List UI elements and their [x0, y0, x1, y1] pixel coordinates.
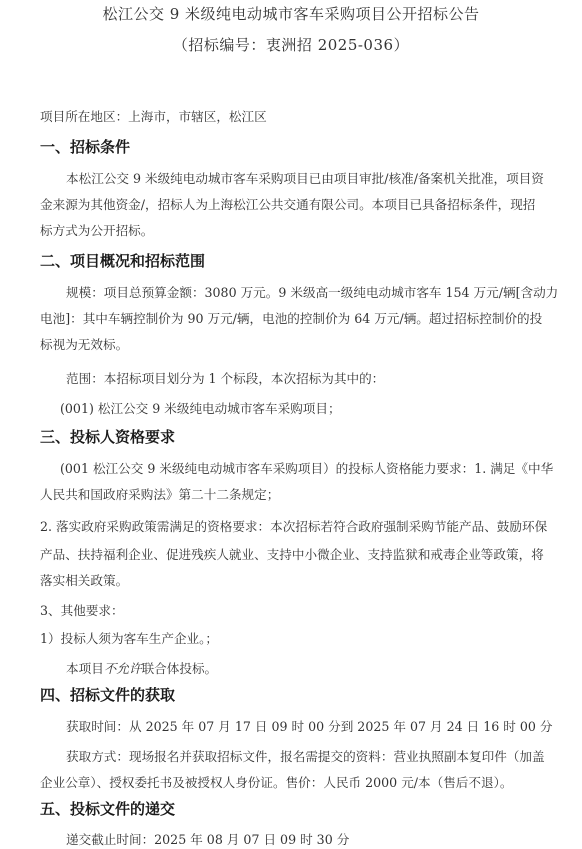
project-location: 项目所在地区：上海市，市辖区，松江区	[40, 109, 267, 124]
paragraph-line: (001) 松江公交 9 米级纯电动城市客车采购项目；	[60, 401, 341, 416]
section-heading-document-acquisition: 四、招标文件的获取	[40, 686, 176, 704]
paragraph-line: 企业公章）、授权委托书及被授权人身份证。售价：人民币 2000 元/本（售后不退）。	[40, 775, 513, 790]
paragraph-line: 产品、扶持福利企业、促进残疾人就业、支持中小微企业、支持监狱和戒毒企业等政策，将	[40, 547, 544, 562]
tender-number: （招标编号：衷洲招 2025-036）	[172, 36, 410, 54]
section-heading-bidder-qualifications: 三、投标人资格要求	[40, 428, 176, 446]
paragraph-line: 获取方式：现场报名并获取招标文件，报名需提交的资料：营业执照副本复印件（加盖	[66, 749, 545, 764]
paragraph-line: 人民共和国政府采购法》第二十二条规定；	[40, 487, 280, 502]
paragraph-line: 标视为无效标。	[40, 337, 129, 352]
joint-venture-emphasis: 不允许	[103, 661, 142, 676]
joint-venture-prefix: 本项目	[66, 661, 104, 676]
paragraph-line: (001 松江公交 9 米级纯电动城市客车采购项目）的投标人资格能力要求：1. 满足《中华	[60, 461, 554, 476]
paragraph-line: 电池]：其中车辆控制价为 90 万元/辆，电池的控制价为 64 万元/辆。超过招标控制价的投	[40, 311, 543, 326]
paragraph-line: 标方式为公开招标。	[40, 223, 154, 238]
paragraph-line: 落实相关政策。	[40, 573, 129, 588]
section-heading-project-overview: 二、项目概况和招标范围	[40, 252, 206, 270]
paragraph-line: 获取时间：从 2025 年 07 月 17 日 09 时 00 分到 2025 年 07 月 24 日 16 时 00 分	[66, 719, 553, 734]
section-heading-tender-conditions: 一、招标条件	[40, 138, 131, 156]
joint-venture-note	[66, 658, 217, 677]
paragraph-line: 1）投标人须为客车生产企业。；	[40, 631, 219, 646]
joint-venture-suffix: 联合体投标。	[141, 661, 218, 676]
paragraph-line: 3、其他要求：	[40, 603, 124, 618]
paragraph-line: 递交截止时间：2025 年 08 月 07 日 09 时 30 分	[66, 832, 350, 847]
paragraph-line: 本松江公交 9 米级纯电动城市客车采购项目已由项目审批/核准/备案机关批准，项目资	[66, 171, 544, 186]
paragraph-line: 金来源为其他资金/，招标人为上海松江公共交通有限公司。本项目已具备招标条件，现招	[40, 197, 536, 212]
paragraph-line: 2. 落实政府采购政策需满足的资格要求：本次招标若符合政府强制采购节能产品、鼓励环保	[40, 519, 548, 534]
paragraph-line: 范围：本招标项目划分为 1 个标段，本次招标为其中的：	[66, 371, 385, 386]
paragraph-line: 规模：项目总预算金额：3080 万元。9 米级高一级纯电动城市客车 154 万元/辆[含动力	[66, 285, 559, 300]
document-title: 松江公交 9 米级纯电动城市客车采购项目公开招标公告	[102, 5, 480, 23]
section-heading-bid-submission: 五、投标文件的递交	[40, 800, 176, 818]
